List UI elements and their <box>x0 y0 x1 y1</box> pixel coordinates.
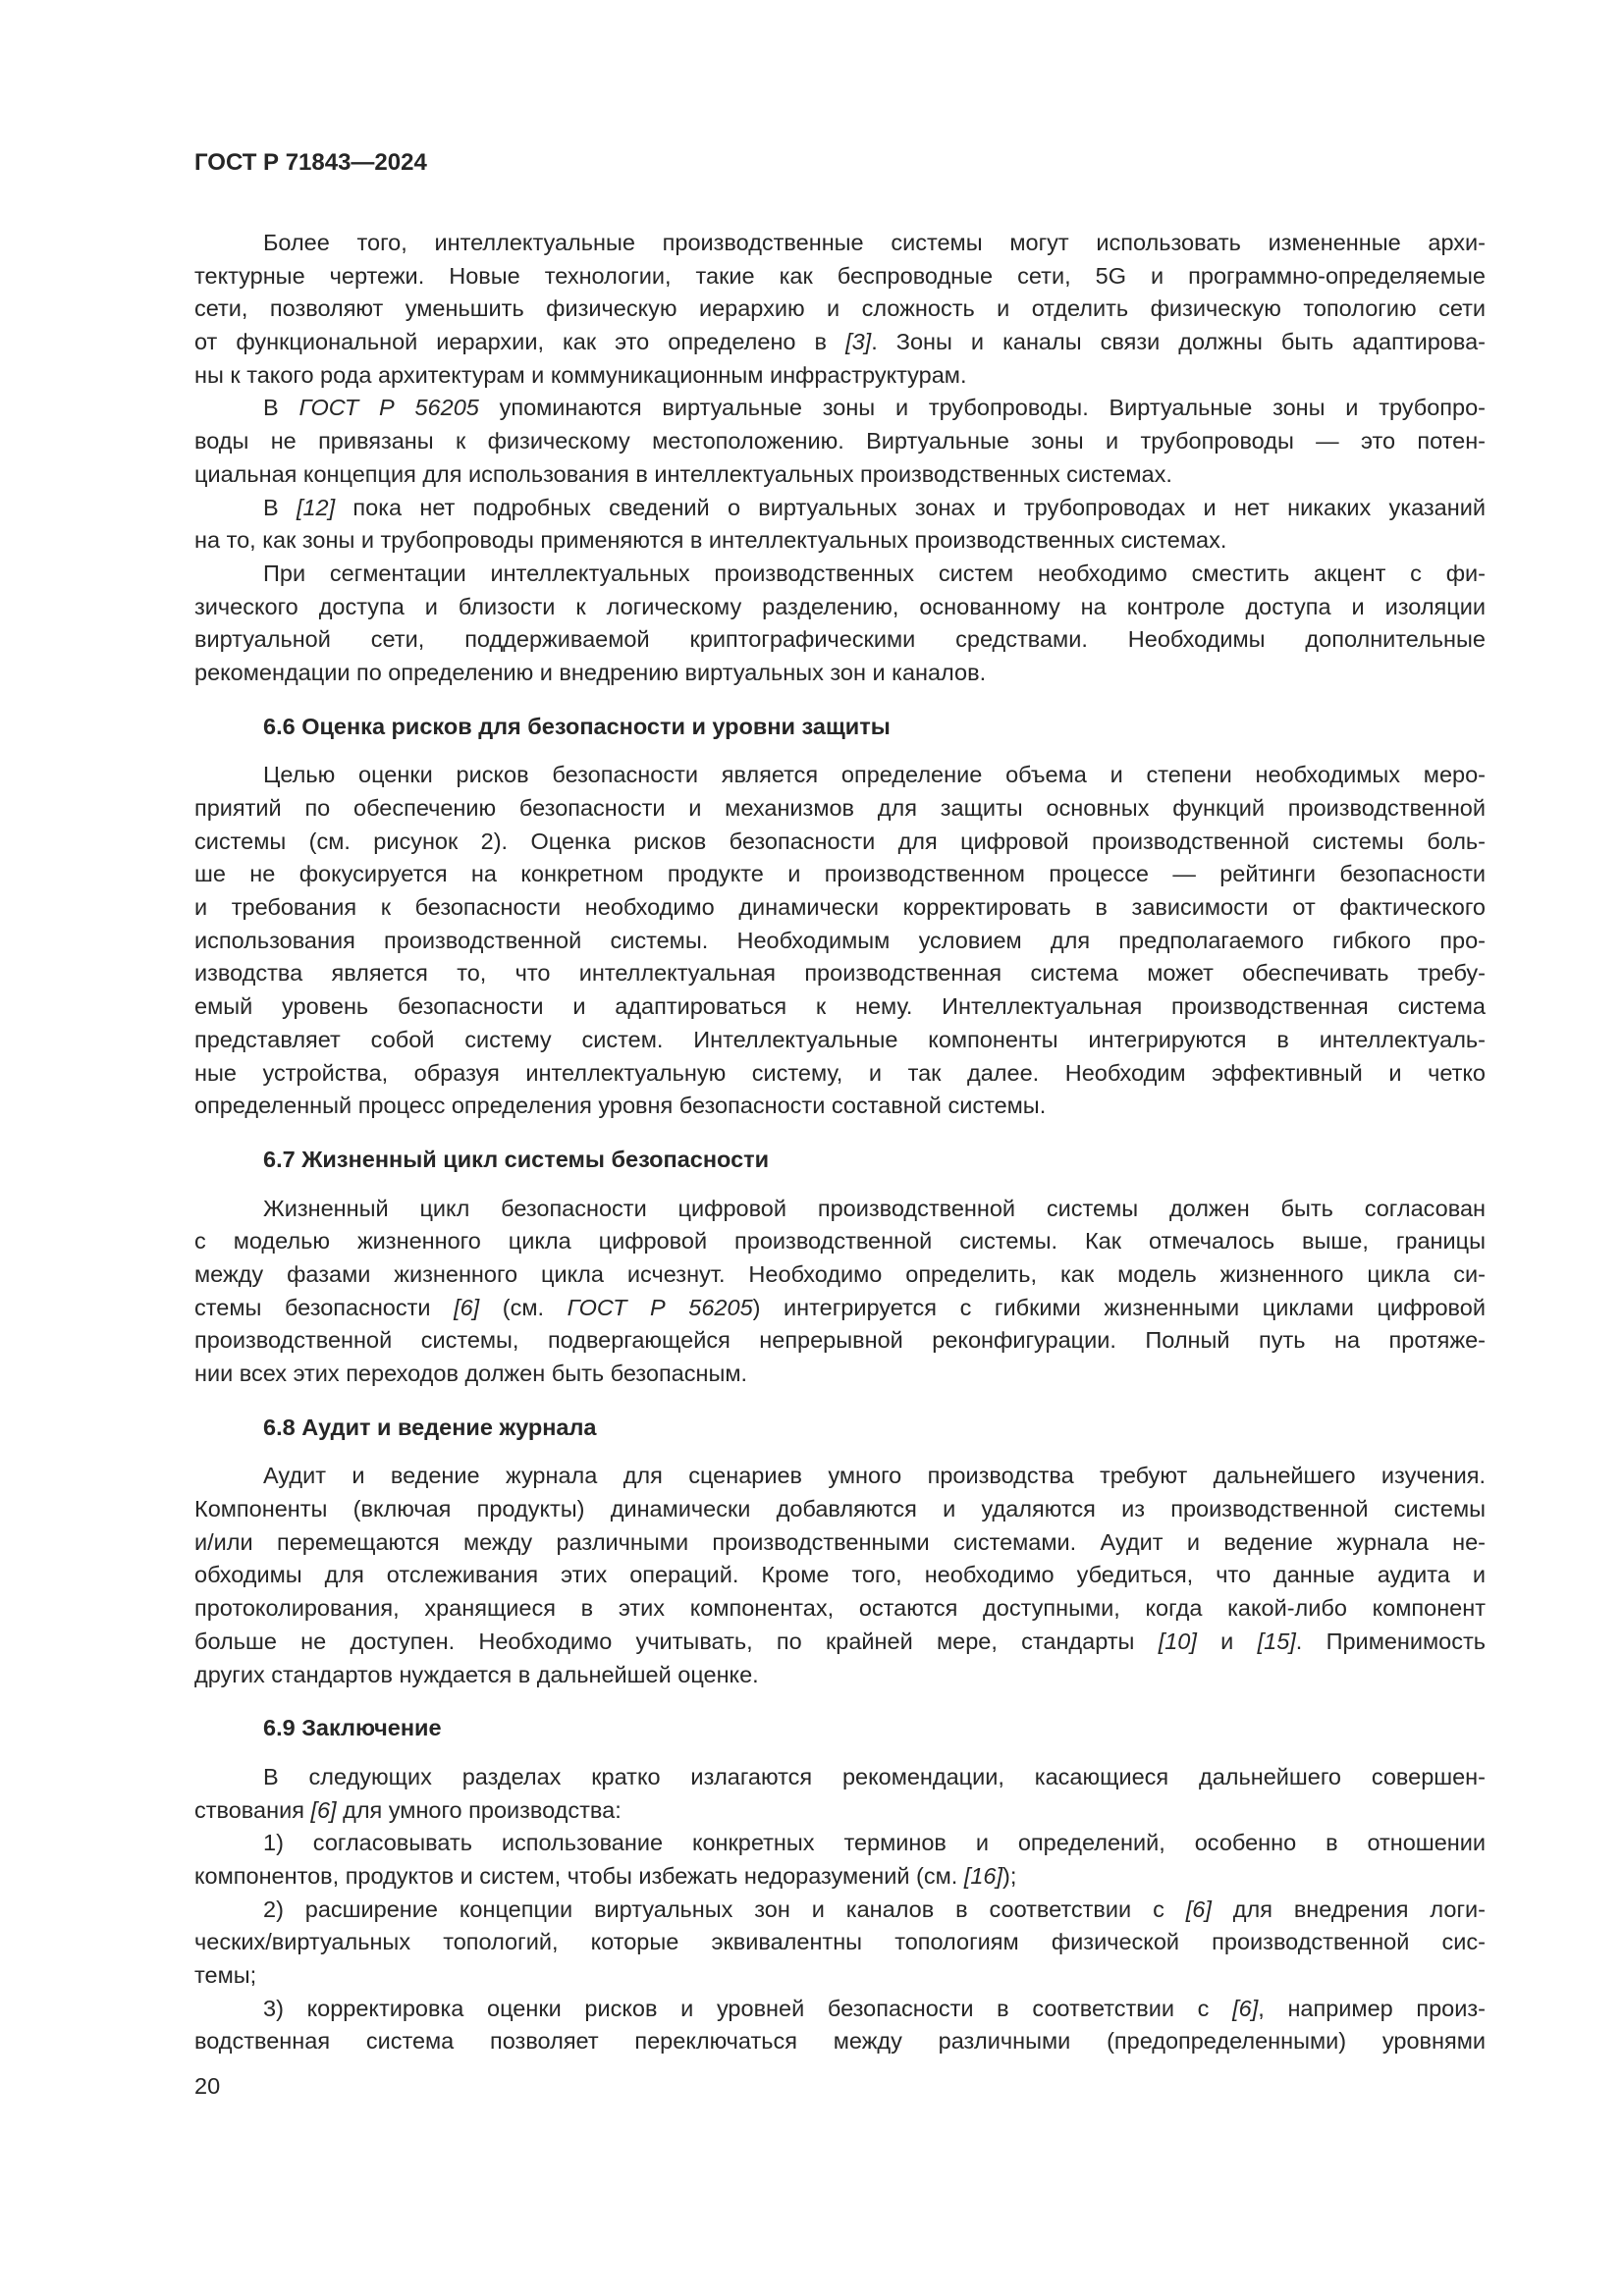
text-segment: виртуальной сети, поддерживаемой криптографическими средствами. Необходимы дополнительные <box>194 626 1486 653</box>
text-line <box>194 524 1486 558</box>
paragraph <box>194 1761 1486 1827</box>
text-segment: рекомендации по определению и внедрению виртуальных зон и каналов. <box>194 659 987 685</box>
text-segment: емый уровень безопасности и адаптироваться к нему. Интеллектуальная производственная система <box>194 993 1486 1020</box>
text-segment: При сегментации интеллектуальных производственных систем необходимо сместить акцент с фи- <box>263 560 1486 586</box>
text-segment: сети, позволяют уменьшить физическую иерархию и сложность и отделить физическую топологию сети <box>194 295 1486 322</box>
text-line <box>194 990 1486 1024</box>
text-segment: с моделью жизненного цикла цифровой производственной системы. Как отмечалось выше, границы <box>194 1228 1486 1255</box>
text-segment: изводства является то, что интеллектуальная производственная система может обеспечивать требу- <box>194 960 1486 987</box>
reference-citation: [6] <box>1185 1896 1212 1922</box>
text-segment: тектурные чертежи. Новые технологии, такие как беспроводные сети, 5G и программно-определяемые <box>194 262 1486 289</box>
text-segment: , например произ- <box>1258 1995 1486 2021</box>
text-segment: протоколирования, хранящиеся в этих компонентах, остаются доступными, когда какой-либо компонент <box>194 1595 1486 1622</box>
paragraph <box>194 227 1486 392</box>
text-segment: и <box>1196 1628 1258 1654</box>
text-line <box>194 458 1486 492</box>
text-segment: от функциональной иерархии, как это определено в <box>194 329 846 355</box>
section-heading: 6.7 Жизненный цикл системы безопасности <box>263 1146 770 1172</box>
text-line <box>194 759 1486 792</box>
text-line <box>194 1292 1486 1325</box>
text-segment: ) интегрируется с гибкими жизненными циклами цифровой <box>752 1294 1486 1320</box>
text-line <box>194 1559 1486 1592</box>
text-line <box>194 392 1486 425</box>
text-line <box>194 1225 1486 1258</box>
text-line <box>194 1090 1486 1123</box>
text-segment: определенный процесс определения уровня безопасности составной системы. <box>194 1093 1047 1119</box>
text-segment: для умного производства: <box>336 1796 622 1823</box>
text-line <box>194 1460 1486 1493</box>
section-heading: 6.6 Оценка рисков для безопасности и уровни защиты <box>263 713 891 739</box>
text-segment: темы; <box>194 1962 257 1988</box>
paragraph <box>194 392 1486 491</box>
paragraph <box>194 558 1486 690</box>
text-segment: производственной системы, подвергающейся непрерывной реконфигурации. Полный путь на протяже- <box>194 1327 1486 1354</box>
paragraph <box>194 759 1486 1123</box>
text-segment: системы (см. рисунок 2). Оценка рисков безопасности для цифровой производственной системы боль- <box>194 828 1486 854</box>
text-line <box>194 891 1486 925</box>
text-line <box>194 359 1486 393</box>
text-segment: больше не доступен. Необходимо учитывать, по крайней мере, стандарты <box>194 1628 1159 1654</box>
text-segment: использования производственной системы. Необходимым условием для предполагаемого гибкого про- <box>194 927 1486 953</box>
reference-citation: [3] <box>845 329 872 355</box>
text-segment: упоминаются виртуальные зоны и трубопроводы. Виртуальные зоны и трубопро- <box>478 395 1486 421</box>
text-segment: ные устройства, образуя интеллектуальную систему, и так далее. Необходим эффективный и четко <box>194 1059 1486 1086</box>
text-line <box>194 326 1486 359</box>
text-line <box>194 293 1486 326</box>
text-segment: на то, как зоны и трубопроводы применяются в интеллектуальных производственных системах. <box>194 527 1227 554</box>
text-line <box>194 657 1486 690</box>
text-segment: (см. <box>479 1294 568 1320</box>
document-body <box>194 227 1486 2058</box>
text-line <box>194 957 1486 990</box>
text-line <box>194 623 1486 657</box>
text-segment: других стандартов нуждается в дальнейшей оценке. <box>194 1661 759 1687</box>
text-line <box>194 1258 1486 1292</box>
text-line <box>194 792 1486 826</box>
text-segment: . Зоны и каналы связи должны быть адаптирова- <box>871 329 1486 355</box>
text-line <box>194 1493 1486 1526</box>
text-line <box>194 1926 1486 1959</box>
text-segment: 1) согласовывать использование конкретных терминов и определений, особенно в отношении <box>263 1830 1486 1856</box>
section-heading: 6.8 Аудит и ведение журнала <box>263 1414 597 1440</box>
text-line <box>194 858 1486 891</box>
section-heading: 6.9 Заключение <box>263 1715 442 1741</box>
text-line <box>194 1626 1486 1659</box>
reference-citation: [6] <box>1232 1995 1259 2021</box>
text-segment: В следующих разделах кратко излагаются рекомендации, касающиеся дальнейшего совершен- <box>263 1763 1486 1789</box>
text-segment: представляет собой систему систем. Интеллектуальные компоненты интегрируются в интеллектуаль- <box>194 1026 1486 1052</box>
text-segment: Более того, интеллектуальные производственные системы могут использовать измененные архи- <box>263 230 1486 255</box>
text-line <box>194 492 1486 525</box>
reference-citation: [15] <box>1257 1628 1296 1654</box>
text-line <box>194 925 1486 958</box>
reference-citation: [12] <box>296 494 336 520</box>
text-line <box>194 558 1486 591</box>
text-segment: стемы безопасности <box>194 1294 455 1320</box>
text-segment: пока нет подробных сведений о виртуальных зонах и трубопроводах и нет никаких указаний <box>335 494 1486 520</box>
text-line <box>194 1024 1486 1057</box>
reference-citation: [6] <box>454 1294 480 1320</box>
text-segment: ); <box>1002 1862 1017 1889</box>
text-line <box>194 2025 1486 2058</box>
text-segment: и требования к безопасности необходимо динамически корректировать в зависимости от фактического <box>194 894 1486 921</box>
text-line <box>194 826 1486 859</box>
paragraph <box>194 1193 1486 1391</box>
text-line <box>194 1358 1486 1391</box>
text-line <box>194 1894 1486 1927</box>
text-segment: ческих/виртуальных топологий, которые эквивалентны топологиям физической производственной сис- <box>194 1929 1486 1955</box>
paragraph <box>194 1993 1486 2058</box>
text-line <box>194 260 1486 294</box>
text-segment: и/или перемещаются между различными производственными системами. Аудит и ведение журнала не- <box>194 1528 1486 1555</box>
text-segment: 3) корректировка оценки рисков и уровней безопасности в соответствии с <box>263 1995 1233 2021</box>
text-line <box>194 1193 1486 1226</box>
text-segment: Аудит и ведение журнала для сценариев умного производства требуют дальнейшего изучения. <box>263 1463 1486 1489</box>
reference-citation: ГОСТ Р 56205 <box>298 395 479 421</box>
reference-citation: ГОСТ Р 56205 <box>567 1294 753 1320</box>
text-line <box>194 1860 1486 1894</box>
text-segment: 2) расширение концепции виртуальных зон и каналов в соответствии с <box>263 1896 1186 1922</box>
text-line <box>194 1592 1486 1626</box>
text-line <box>194 591 1486 624</box>
text-line <box>194 1993 1486 2026</box>
text-segment: воды не привязаны к физическому местоположению. Виртуальные зоны и трубопроводы — это потен- <box>194 428 1486 454</box>
text-segment: нии всех этих переходов должен быть безопасным. <box>194 1361 748 1386</box>
text-segment: ствования <box>194 1796 311 1823</box>
text-segment: Компоненты (включая продукты) динамически добавляются и удаляются из производственной системы <box>194 1496 1486 1522</box>
text-line <box>194 1827 1486 1860</box>
text-segment: ше не фокусируется на конкретном продукте и производственном процессе — рейтинги безопасности <box>194 861 1486 887</box>
reference-citation: [10] <box>1158 1628 1197 1654</box>
text-segment: циальная концепция для использования в интеллектуальных производственных системах. <box>194 460 1172 487</box>
reference-citation: [16] <box>963 1862 1003 1889</box>
text-segment: между фазами жизненного цикла исчезнут. Необходимо определить, как модель жизненного цикла си- <box>194 1260 1486 1287</box>
text-segment: ны к такого рода архитектурам и коммуникационным инфраструктурам. <box>194 361 967 388</box>
text-line <box>194 1324 1486 1358</box>
text-line <box>194 425 1486 458</box>
paragraph <box>194 492 1486 558</box>
text-segment: зического доступа и близости к логическому разделению, основанному на контроле доступа и изоляции <box>194 593 1486 619</box>
page-number: 20 <box>194 2073 221 2099</box>
text-line <box>194 1526 1486 1560</box>
text-line <box>194 227 1486 260</box>
text-segment: В <box>263 395 299 421</box>
text-segment: Жизненный цикл безопасности цифровой производственной системы должен быть согласован <box>263 1195 1486 1221</box>
text-line <box>194 1959 1486 1993</box>
text-line <box>194 1761 1486 1794</box>
text-segment: для внедрения логи- <box>1211 1896 1486 1922</box>
paragraph <box>194 1460 1486 1691</box>
text-segment: приятий по обеспечению безопасности и механизмов для защиты основных функций производственной <box>194 795 1486 821</box>
reference-citation: [6] <box>310 1796 337 1823</box>
paragraph <box>194 1827 1486 1893</box>
text-segment: обходимы для отслеживания этих операций. Кроме того, необходимо убедиться, что данные аудита и <box>194 1562 1486 1588</box>
text-segment: водственная система позволяет переключаться между различными (предопределенными) уровнями <box>194 2028 1486 2055</box>
paragraph <box>194 1894 1486 1993</box>
text-line <box>194 1794 1486 1828</box>
text-segment: Целью оценки рисков безопасности является определение объема и степени необходимых меро- <box>263 762 1486 788</box>
document-header: ГОСТ Р 71843—2024 <box>194 149 427 176</box>
text-line <box>194 1659 1486 1692</box>
text-segment: В <box>263 494 297 520</box>
text-line <box>194 1057 1486 1091</box>
text-segment: компонентов, продуктов и систем, чтобы избежать недоразумений (см. <box>194 1862 964 1889</box>
text-segment: . Применимость <box>1295 1628 1487 1654</box>
